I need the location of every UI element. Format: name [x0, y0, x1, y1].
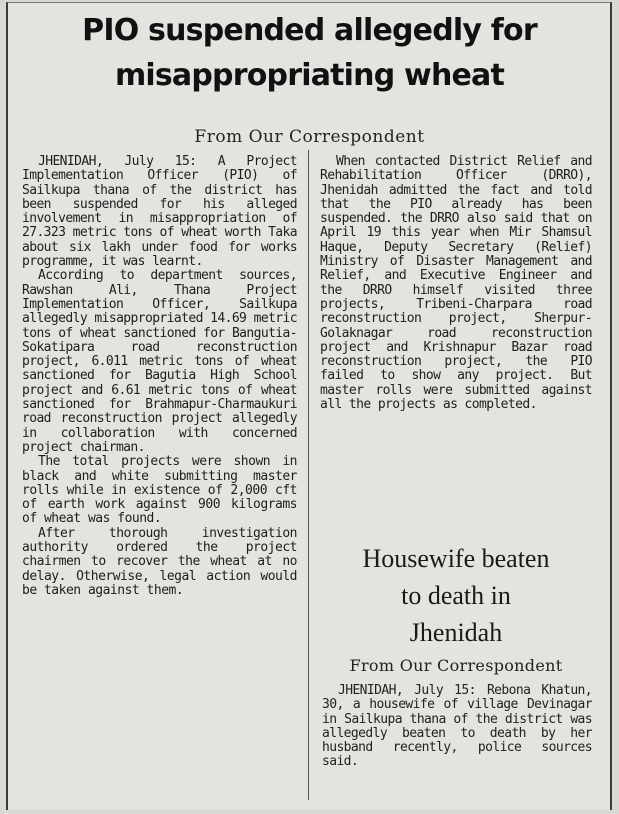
second-article-headline [320, 540, 592, 651]
sub-headline-line-2: to death in [401, 581, 511, 610]
headline-line-1: PIO suspended allegedly for [82, 13, 537, 48]
second-article-body [322, 684, 592, 770]
sub-headline-line-3: Jhenidah [409, 618, 503, 647]
right-column [320, 155, 592, 412]
paragraph: When contacted District Relief and Rehabilitation Officer (DRRO), Jhenidah admitted the fact and told that the PIO already has been suspended. the DRRO also said that on April 19 this year when Mir Shamsul Haque, Deputy Secretary (Relief) Ministry of Disaster Management and Relief, and Executive Engineer and the DRRO himself visited three projects, Tribeni-Charpara road reconstruction project, Sherpur-Golaknagar road reconstruction project and Krishnapur Bazar road reconstruction project, the PIO failed to show any project. But master rolls were submitted against all the projects as completed. [320, 154, 592, 413]
paragraph: JHENIDAH, July 15: Rebona Khatun, 30, a housewife of village Devinagar in Sailkupa thana of the district was allegedly beaten to death by her husband recently, police sources said. [322, 683, 592, 770]
column-divider [308, 150, 309, 800]
headline-line-2: misappropriating wheat [114, 58, 505, 93]
sub-headline-line-1: Housewife beaten [362, 544, 550, 573]
paragraph: JHENIDAH, July 15: A Project Implementation Officer (PIO) of Sailkupa thana of the district has been suspended for his alleged involvement in misappropriation of 27.323 metric tons of wheat worth Taka about six lakh under food for works programme, it was learnt. [22, 154, 297, 270]
paragraph: According to department sources, Rawshan Ali, Thana Project Implementation Officer, Sailkupa allegedly misappropriated 14.69 metric tons of wheat sanctioned for Bangutia-Sokatipara road reconstruction project, 6.011 metric tons of wheat sanctioned for Bagutia High School project and 6.61 metric tons of wheat sanctioned for Brahmapur-Charmaukuri road reconstruction project allegedly in collaboration with concerned project chairman. [22, 268, 297, 455]
article-byline: From Our Correspondent [194, 127, 425, 147]
left-column [22, 155, 297, 598]
paragraph: The total projects were shown in black and white submitting master rolls while in existence of 2,000 cft of earth work against 900 kilograms of wheat was found. [22, 454, 297, 527]
second-article-byline: From Our Correspondent [349, 656, 563, 675]
paragraph: After thorough investigation authority ordered the project chairmen to recover the wheat at no delay. Otherwise, legal action would be taken against them. [22, 525, 297, 598]
article-headline [0, 8, 619, 98]
